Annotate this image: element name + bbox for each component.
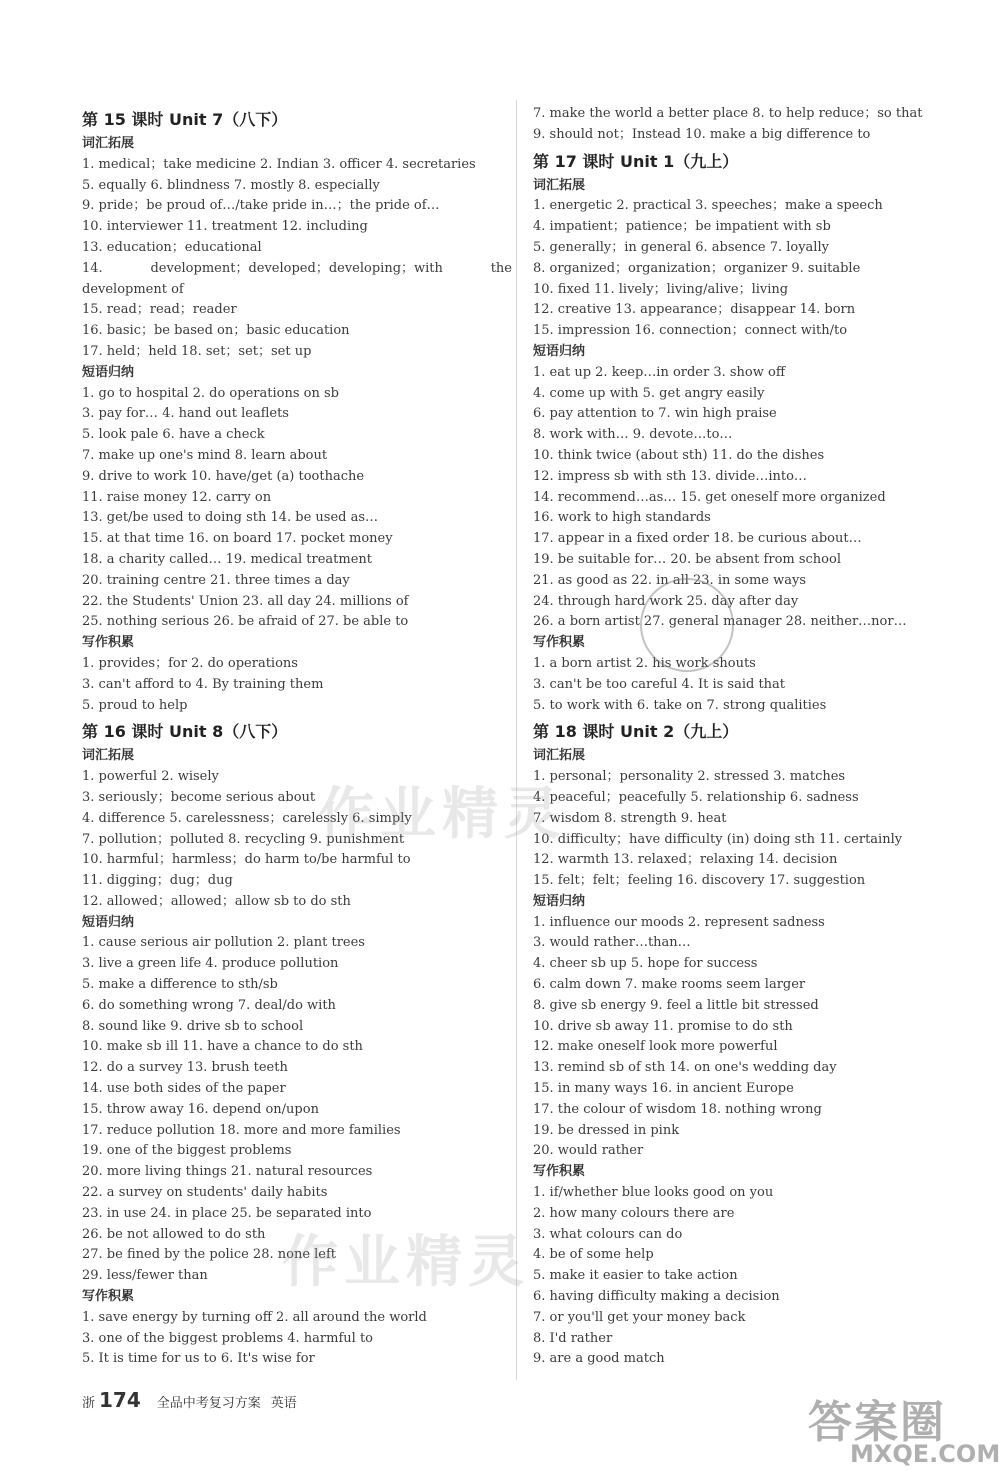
answer-line: 18. a charity called… 19. medical treatment — [82, 551, 373, 567]
answer-line: 23. in use 24. in place 25. be separated into — [82, 1205, 372, 1221]
section-heading: 词汇拓展 — [533, 748, 586, 764]
answer-line: 15. at that time 16. on board 17. pocket money — [82, 531, 393, 547]
answer-line: 1. if/whether blue looks good on you — [533, 1185, 774, 1201]
answer-line: 5. make it easier to take action — [533, 1268, 738, 1284]
answer-line: 2. how many colours there are — [533, 1205, 735, 1221]
answer-line: 6. having difficulty making a decision — [533, 1289, 780, 1305]
answer-line: 10. drive sb away 11. promise to do sth — [533, 1018, 793, 1034]
answer-line: 9. drive to work 10. have/get (a) toothache — [82, 468, 365, 484]
answer-line: 12. warmth 13. relaxed；relaxing 14. decision — [533, 852, 838, 868]
answer-line: 4. cheer sb up 5. hope for success — [533, 956, 758, 972]
answer-line: 21. as good as 22. in all 23. in some ways — [533, 572, 807, 588]
answer-line: 3. would rather…than… — [533, 935, 691, 951]
answer-line: 15. throw away 16. depend on/upon — [82, 1101, 319, 1117]
answer-line: 3. pay for… 4. hand out leaflets — [82, 406, 289, 422]
answer-line: 5. equally 6. blindness 7. mostly 8. especially — [82, 177, 380, 193]
answer-line: 10. make sb ill 11. have a chance to do sth — [82, 1039, 363, 1055]
section-heading: 词汇拓展 — [533, 177, 586, 193]
answer-line: 3. seriously；become serious about — [82, 789, 316, 805]
answer-line: 5. look pale 6. have a check — [82, 427, 265, 443]
answer-line: 17. appear in a fixed order 18. be curious about… — [533, 531, 862, 547]
answer-line: 8. sound like 9. drive sb to school — [82, 1018, 304, 1034]
answer-line: 5. generally；in general 6. absence 7. loyally — [533, 239, 829, 255]
section-heading: 短语归纳 — [82, 364, 135, 380]
answer-line: 1. cause serious air pollution 2. plant trees — [82, 935, 365, 951]
answer-line: 15. read；read；reader — [82, 302, 237, 318]
answer-line: 17. held；held 18. set；set；set up — [82, 343, 312, 359]
answer-line: 4. impatient；patience；be impatient with sb — [533, 219, 831, 235]
footer-prefix: 浙 — [82, 1396, 96, 1411]
answer-line: 14. use both sides of the paper — [82, 1081, 286, 1097]
answer-line: 3. can't afford to 4. By training them — [82, 676, 324, 692]
answer-line: 13. remind sb of sth 14. on one's wedding day — [533, 1060, 837, 1076]
page-footer — [82, 1388, 297, 1412]
answer-line: 3. what colours can do — [533, 1226, 683, 1242]
watermark-logo: 答案圈 — [808, 1397, 946, 1448]
stamp-seal — [640, 578, 734, 672]
answer-line: 8. work with… 9. devote…to… — [533, 427, 733, 443]
page-number: 174 — [99, 1388, 141, 1412]
answer-line: 12. creative 13. appearance；disappear 14. born — [533, 302, 856, 318]
answer-line: 20. training centre 21. three times a day — [82, 572, 350, 588]
answer-line: 20. would rather — [533, 1143, 644, 1159]
answer-line: 10. fixed 11. lively；living/alive；living — [533, 281, 789, 297]
answer-line: 1. eat up 2. keep…in order 3. show off — [533, 364, 786, 380]
answer-line: 12. do a survey 13. brush teeth — [82, 1060, 288, 1076]
answer-line: 15. impression 16. connection；connect with/to — [533, 323, 848, 339]
section-heading: 写作积累 — [533, 635, 586, 651]
answer-line: 24. through hard work 25. day after day — [533, 593, 799, 609]
section-heading: 词汇拓展 — [82, 136, 135, 151]
answer-line: 1. a born artist 2. his work shouts — [533, 655, 756, 671]
answer-line: 22. the Students' Union 23. all day 24. millions of — [82, 593, 409, 609]
answer-line: 9. should not；Instead 10. make a big difference to — [533, 126, 871, 142]
answer-line: 1. save energy by turning off 2. all around the world — [82, 1309, 427, 1325]
answer-line: 12. allowed；allowed；allow sb to do sth — [82, 893, 351, 909]
answer-line: 17. reduce pollution 18. more and more families — [82, 1122, 401, 1138]
answer-line: 5. It is time for us to 6. It's wise for — [82, 1351, 315, 1367]
answer-line: 25. nothing serious 26. be afraid of 27. be able to — [82, 614, 409, 630]
lesson-title: 第 17 课时 Unit 1（九上） — [533, 151, 739, 171]
answer-line: 16. basic；be based on；basic education — [82, 323, 350, 339]
answer-line: 5. make a difference to sth/sb — [82, 977, 278, 993]
answer-line: 10. difficulty；have difficulty (in) doing sth 11. certainly — [533, 831, 903, 847]
section-heading: 短语归纳 — [82, 914, 135, 930]
answer-line: 10. interviewer 11. treatment 12. including — [82, 219, 368, 235]
answer-line: 4. peaceful；peacefully 5. relationship 6. sadness — [533, 789, 859, 805]
answer-line: 6. do something wrong 7. deal/do with — [82, 997, 336, 1013]
column-divider — [516, 100, 517, 1380]
lesson-title: 第 16 课时 Unit 8（八下） — [82, 722, 288, 742]
answer-line: 17. the colour of wisdom 18. nothing wrong — [533, 1101, 822, 1117]
right-column — [533, 104, 963, 1370]
answer-line: 12. impress sb with sth 13. divide…into… — [533, 468, 807, 484]
answer-line: 5. proud to help — [82, 697, 188, 713]
answer-line: 1. personal；personality 2. stressed 3. matches — [533, 769, 846, 785]
answer-line: 5. to work with 6. take on 7. strong qualities — [533, 697, 827, 713]
answer-line: 19. one of the biggest problems — [82, 1143, 292, 1159]
subject-label: 英语 — [270, 1396, 297, 1411]
answer-line: 1. influence our moods 2. represent sadness — [533, 914, 825, 930]
answer-line: 13. education；educational — [82, 239, 262, 255]
answer-line: 27. be fined by the police 28. none left — [82, 1247, 337, 1263]
section-heading: 短语归纳 — [533, 893, 586, 909]
answer-line: 13. get/be used to doing sth 14. be used as… — [82, 510, 379, 526]
watermark-text-lower: 作业精灵 — [282, 1230, 530, 1295]
section-heading: 词汇拓展 — [82, 748, 135, 764]
answer-line: 15. in many ways 16. in ancient Europe — [533, 1081, 794, 1097]
answer-line: 8. give sb energy 9. feel a little bit stressed — [533, 997, 819, 1013]
answer-line: 9. are a good match — [533, 1351, 665, 1367]
answer-line: 7. make up one's mind 8. learn about — [82, 447, 328, 463]
answer-line: 9. pride；be proud of…/take pride in…；the pride of… — [82, 198, 440, 214]
answer-line: 15. felt；felt；feeling 16. discovery 17. suggestion — [533, 873, 866, 889]
answer-line: 7. make the world a better place 8. to help reduce；so that — [533, 106, 923, 121]
answer-line: 10. harmful；harmless；do harm to/be harmful to — [82, 852, 411, 868]
lesson-title: 第 18 课时 Unit 2（九上） — [533, 722, 739, 742]
answer-line: 7. or you'll get your money back — [533, 1309, 746, 1325]
answer-line: 4. be of some help — [533, 1247, 654, 1263]
watermark-site: MXQE.COM — [850, 1440, 1000, 1468]
answer-line: 4. come up with 5. get angry easily — [533, 385, 765, 401]
section-heading: 写作积累 — [82, 1289, 135, 1305]
section-heading: 写作积累 — [533, 1164, 586, 1180]
left-column — [82, 104, 512, 1370]
answer-line: 11. digging；dug；dug — [82, 873, 233, 889]
answer-line: 12. make oneself look more powerful — [533, 1039, 778, 1055]
answer-line: 3. live a green life 4. produce pollution — [82, 956, 339, 972]
answer-line: 1. go to hospital 2. do operations on sb — [82, 385, 339, 401]
answer-line: 1. powerful 2. wisely — [82, 769, 219, 785]
answer-line: 7. pollution；polluted 8. recycling 9. punishment — [82, 831, 405, 847]
answer-line: 1. medical；take medicine 2. Indian 3. officer 4. secretaries — [82, 156, 476, 172]
answer-line: 16. work to high standards — [533, 510, 711, 526]
lesson-title: 第 15 课时 Unit 7（八下） — [82, 110, 288, 129]
answer-line: 29. less/fewer than — [82, 1268, 208, 1284]
answer-line: 6. calm down 7. make rooms seem larger — [533, 977, 806, 993]
book-title: 全品中考复习方案 — [156, 1396, 261, 1411]
answer-line: 19. be dressed in pink — [533, 1122, 680, 1138]
answer-line: 19. be suitable for… 20. be absent from school — [533, 551, 841, 567]
answer-line: 3. can't be too careful 4. It is said that — [533, 676, 786, 692]
answer-line: 26. a born artist 27. general manager 28. neither…nor… — [533, 614, 907, 630]
section-heading: 短语归纳 — [533, 343, 586, 359]
answer-line: 1. provides；for 2. do operations — [82, 655, 298, 671]
answer-line: 26. be not allowed to do sth — [82, 1226, 266, 1242]
answer-line: 6. pay attention to 7. win high praise — [533, 406, 777, 422]
answer-line: 4. difference 5. carelessness；carelessly 6. simply — [82, 810, 412, 826]
watermark-text-upper: 作业精灵 — [318, 782, 566, 847]
answer-line: 14. development；developed；developing；with the development of — [82, 260, 512, 297]
section-heading: 写作积累 — [82, 635, 135, 651]
answer-line: 10. think twice (about sth) 11. do the dishes — [533, 447, 825, 463]
answer-line: 20. more living things 21. natural resources — [82, 1164, 373, 1180]
answer-line: 22. a survey on students' daily habits — [82, 1185, 328, 1201]
answer-line: 8. I'd rather — [533, 1330, 613, 1346]
answer-line: 11. raise money 12. carry on — [82, 489, 272, 505]
answer-line: 1. energetic 2. practical 3. speeches；make a speech — [533, 198, 883, 214]
answer-line: 3. one of the biggest problems 4. harmful to — [82, 1330, 373, 1346]
answer-line: 8. organized；organization；organizer 9. suitable — [533, 260, 861, 276]
answer-line: 7. wisdom 8. strength 9. heat — [533, 810, 727, 826]
answer-line: 14. recommend…as… 15. get oneself more organized — [533, 489, 886, 505]
